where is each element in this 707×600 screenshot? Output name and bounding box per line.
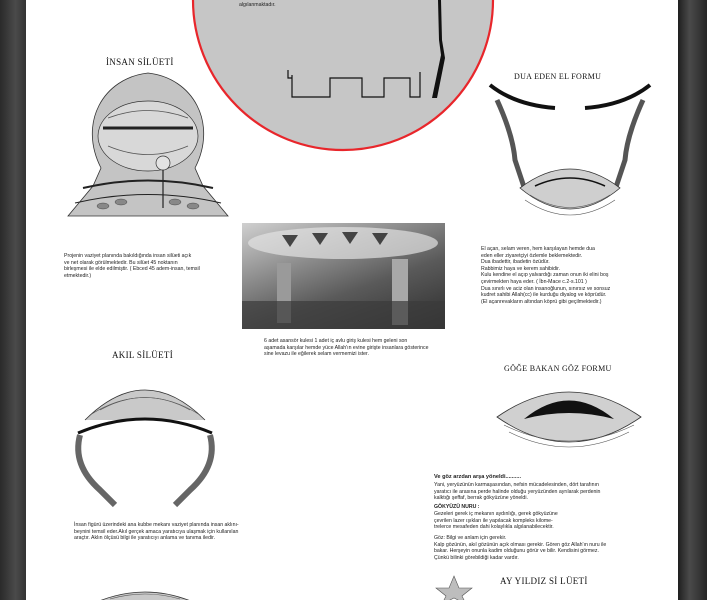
goz-text-3: Göz: Bilgi ve anlam için gerekir. Kalp gözünün, akıl gözünün açık olması gerekir. Gören göz Allah'ın nuru ile bakar. Herşeyin onunla kadim olduğunu görür ve bilir. Kendisini görmez. Çünkü bilinki görebildiği kadar vardır. [434, 535, 607, 561]
bottom-partial-drawing [70, 585, 220, 600]
dua-el-caption: El açan, selam veren, hem karşılayan hemde dua eden eller ziyaretçiyi özlemle beklemektedir. Dua ibadettir, ibadetin özüdür. Rabbimiz haya ve kerem sahibidir. Kulu kendine el açıp yalvardığı zaman onun iki elini boş çevirmekten haya eder. ( İbn-Mace c.2-s.101 ) Dua sınırlı ve aciz olan insanoğlunun, sınırsız ve sonsuz kudret sahibi Allah(cc) ile kurduğu diyalog ve köprüdür. (El açanrevakların altından köprü gibi geçilmektedir.) [481, 246, 611, 305]
poster-sheet [26, 0, 678, 600]
goz-text-2: Gezeleri gerek iç mekanın aydınlığı, gerek gökyüzüne çevrilen lazer ışıkları ile yapılacak kompleks kilome- trelerce mesafeden dahi kolaylıkla algılanabilecektir. [434, 511, 558, 531]
insan-siluet-title: İNSAN SİLÜETİ [106, 57, 174, 67]
left-frame [0, 0, 26, 600]
goz-text-1: Yani, yeryüzünün karmaşasından, nefsin mücadelesinden, dört tarafının yaratıcı ile arasına perde halinde olduğu yeryüzünden ayrılarak perdenin kalktığı şeffaf, berrak gökyüzüne yöneldi. [434, 482, 601, 502]
star-icon [434, 574, 474, 600]
interior-render-photo [242, 223, 445, 329]
insan-siluet-caption: Projenin vaziyet planında bakıldığında insan silüeti açık ve net olarak görülmektedir. Bu silüet 45 noktanın birleşmesi ile elde edilmiştir. ( Ebced 45 adem-insan, temsil etmektedir.) [64, 253, 200, 279]
insan-siluet-drawing [63, 68, 233, 233]
right-frame [678, 0, 707, 600]
akil-siluet-title: AKIL SİLÜETİ [112, 350, 174, 360]
photo-caption: 6 adet asansör kulesi 1 adet iç avlu giriş kulesi hem geleni son aşamada karşılar hemde yüce Allah'ın evine girişte insanlara gösterince sine levazu ile eğilerek selam vermemizi ister. [264, 338, 429, 358]
akil-siluet-caption: İnsan figürü üzerindeki ana kubbe mekanı vaziyet planında insan aklını- beynini temsil eder.Akıl gerçek amaca yaratıcıya ulaşmak için kullanılan araçtır. Aklın ölçüsü bilgi ile yaratıcıyı anlama ve tanıma iledir. [74, 522, 239, 542]
circle-text: algılanmaktadır. [239, 2, 276, 8]
ay-yildiz-title: AY YILDIZ Sİ LÜETİ [500, 576, 588, 586]
goz-formu-title: GÖĞE BAKAN GÖZ FORMU [504, 364, 612, 373]
goz-formu-drawing [489, 377, 649, 457]
gokyuzu-nuru-title: GÖKYÜZÜ NURU : [434, 504, 480, 510]
dua-el-drawing [485, 80, 655, 240]
dua-el-title: DUA EDEN EL FORMU [514, 72, 602, 81]
akil-siluet-drawing [70, 365, 220, 515]
goz-intro: Ve göz arzdan arşa yöneldi.......... [434, 474, 522, 480]
